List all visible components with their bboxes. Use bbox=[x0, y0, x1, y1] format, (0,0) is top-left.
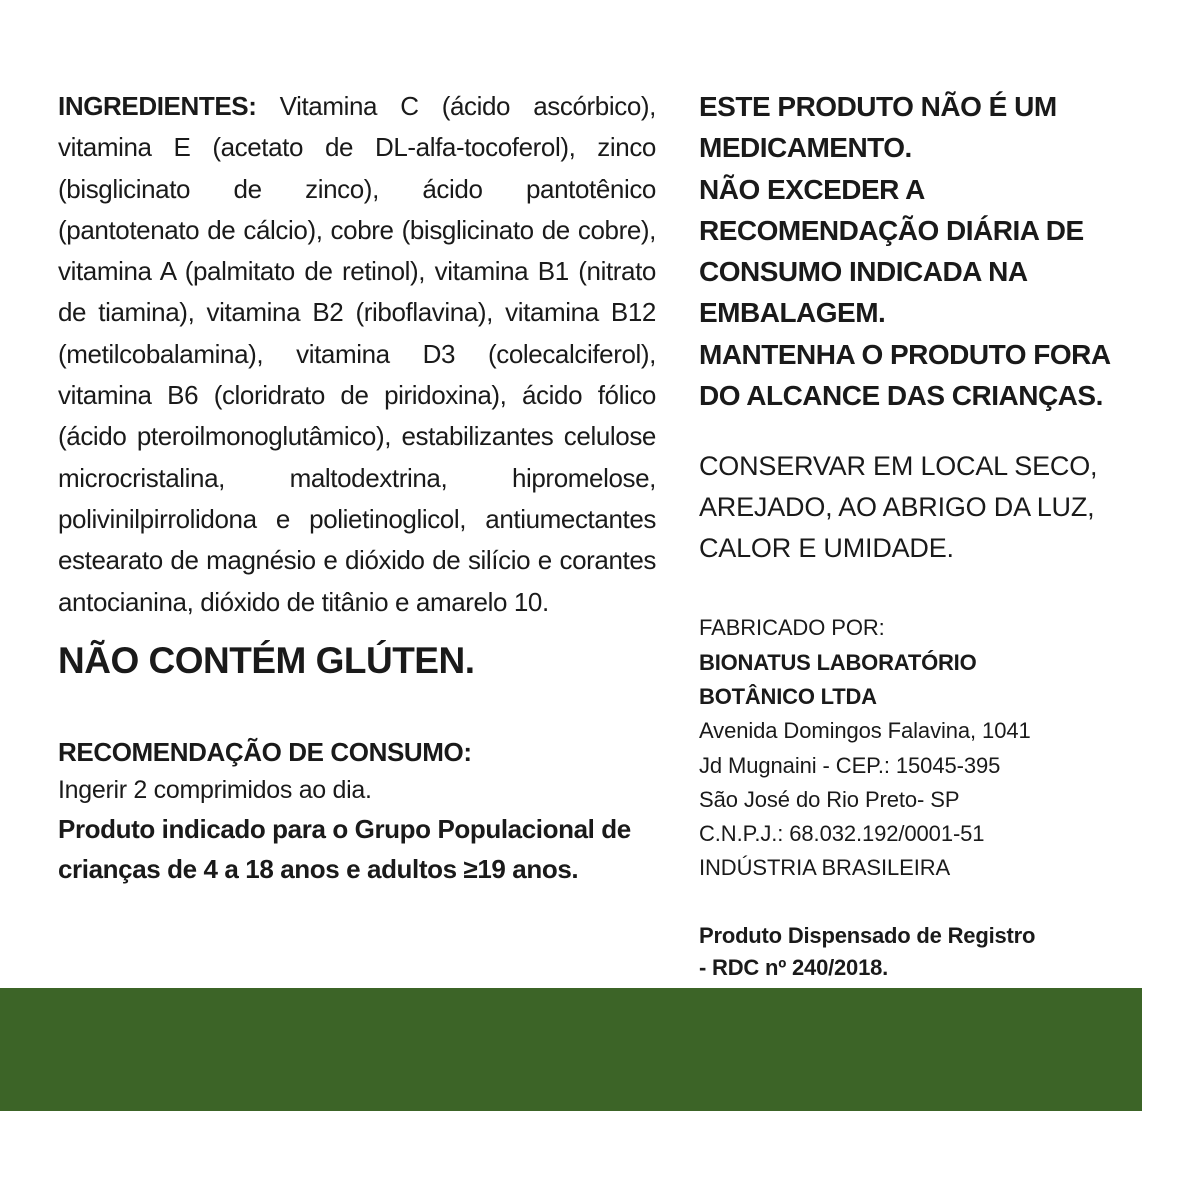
warning-line: RECOMENDAÇÃO DIÁRIA DE bbox=[699, 214, 1084, 246]
registration-block bbox=[699, 920, 1169, 984]
warning-line: MEDICAMENTO. bbox=[699, 132, 912, 164]
ingredients-text: Vitamina C (ácido ascórbico), vitamina E (acetato de DL-alfa-tocoferol), zinco (bisglicinato de zinco), ácido pantotênico (pantotenato de cálcio), cobre (bisglicinato de cobre), vitamina A (palmitato de retinol), vitamina B1 (nitrato de tiamina), vitamina B2 (riboflavina), vitamina B12 (metilcobalamina), vitamina D3 (colecalciferol), vitamina B6 (cloridrato de piridoxina), ácido fólico (ácido pteroilmonoglutâmico), estabilizantes celulose microcristalina, maltodextrina, hipromelose, polivinilpirrolidona e polietinoglicol, antiumectantes estearato de magnésio e dióxido de silício e corantes antocianina, dióxido de titânio e amarelo 10. bbox=[58, 91, 656, 617]
warning-line: EMBALAGEM. bbox=[699, 297, 886, 329]
registration-line: Produto Dispensado de Registro bbox=[699, 922, 1036, 948]
recommendation-group: Produto indicado para o Grupo Populacional de crianças de 4 a 18 anos e adultos ≥19 anos. bbox=[58, 813, 631, 884]
recommendation-dose: Ingerir 2 comprimidos ao dia. bbox=[58, 775, 372, 804]
manufacturer-name: BOTÂNICO LTDA bbox=[699, 683, 877, 709]
warning-line: MANTENHA O PRODUTO FORA bbox=[699, 338, 1111, 370]
manufacturer-origin: INDÚSTRIA BRASILEIRA bbox=[699, 855, 951, 881]
warnings-block bbox=[699, 86, 1169, 416]
warning-line: NÃO EXCEDER A bbox=[699, 173, 925, 205]
warning-line: CONSUMO INDICADA NA bbox=[699, 256, 1028, 288]
manufacturer-name: BIONATUS LABORATÓRIO bbox=[699, 649, 977, 675]
manufacturer-address: Avenida Domingos Falavina, 1041 bbox=[699, 718, 1031, 744]
manufacturer-block bbox=[699, 611, 1169, 885]
ingredients-label: INGREDIENTES: bbox=[58, 91, 257, 121]
manufacturer-city: São José do Rio Preto- SP bbox=[699, 786, 960, 812]
green-band bbox=[0, 988, 1142, 1111]
manufacturer-address: Jd Mugnaini - CEP.: 15045-395 bbox=[699, 752, 1001, 778]
storage-line: AREJADO, AO ABRIGO DA LUZ, bbox=[699, 492, 1095, 523]
warning-line: DO ALCANCE DAS CRIANÇAS. bbox=[699, 380, 1103, 412]
gluten-free-notice: NÃO CONTÉM GLÚTEN. bbox=[58, 639, 475, 681]
storage-line: CONSERVAR EM LOCAL SECO, bbox=[699, 451, 1098, 482]
manufacturer-cnpj: C.N.P.J.: 68.032.192/0001-51 bbox=[699, 821, 985, 847]
warning-line: ESTE PRODUTO NÃO É UM bbox=[699, 91, 1057, 122]
left-column bbox=[58, 86, 656, 889]
recommendation-title: RECOMENDAÇÃO DE CONSUMO: bbox=[58, 736, 472, 767]
storage-block bbox=[699, 446, 1169, 569]
storage-line: CALOR E UMIDADE. bbox=[699, 533, 954, 564]
manufacturer-label: FABRICADO POR: bbox=[699, 615, 885, 641]
right-column bbox=[699, 86, 1169, 984]
registration-line: - RDC nº 240/2018. bbox=[699, 954, 889, 980]
ingredients-paragraph bbox=[58, 86, 656, 623]
